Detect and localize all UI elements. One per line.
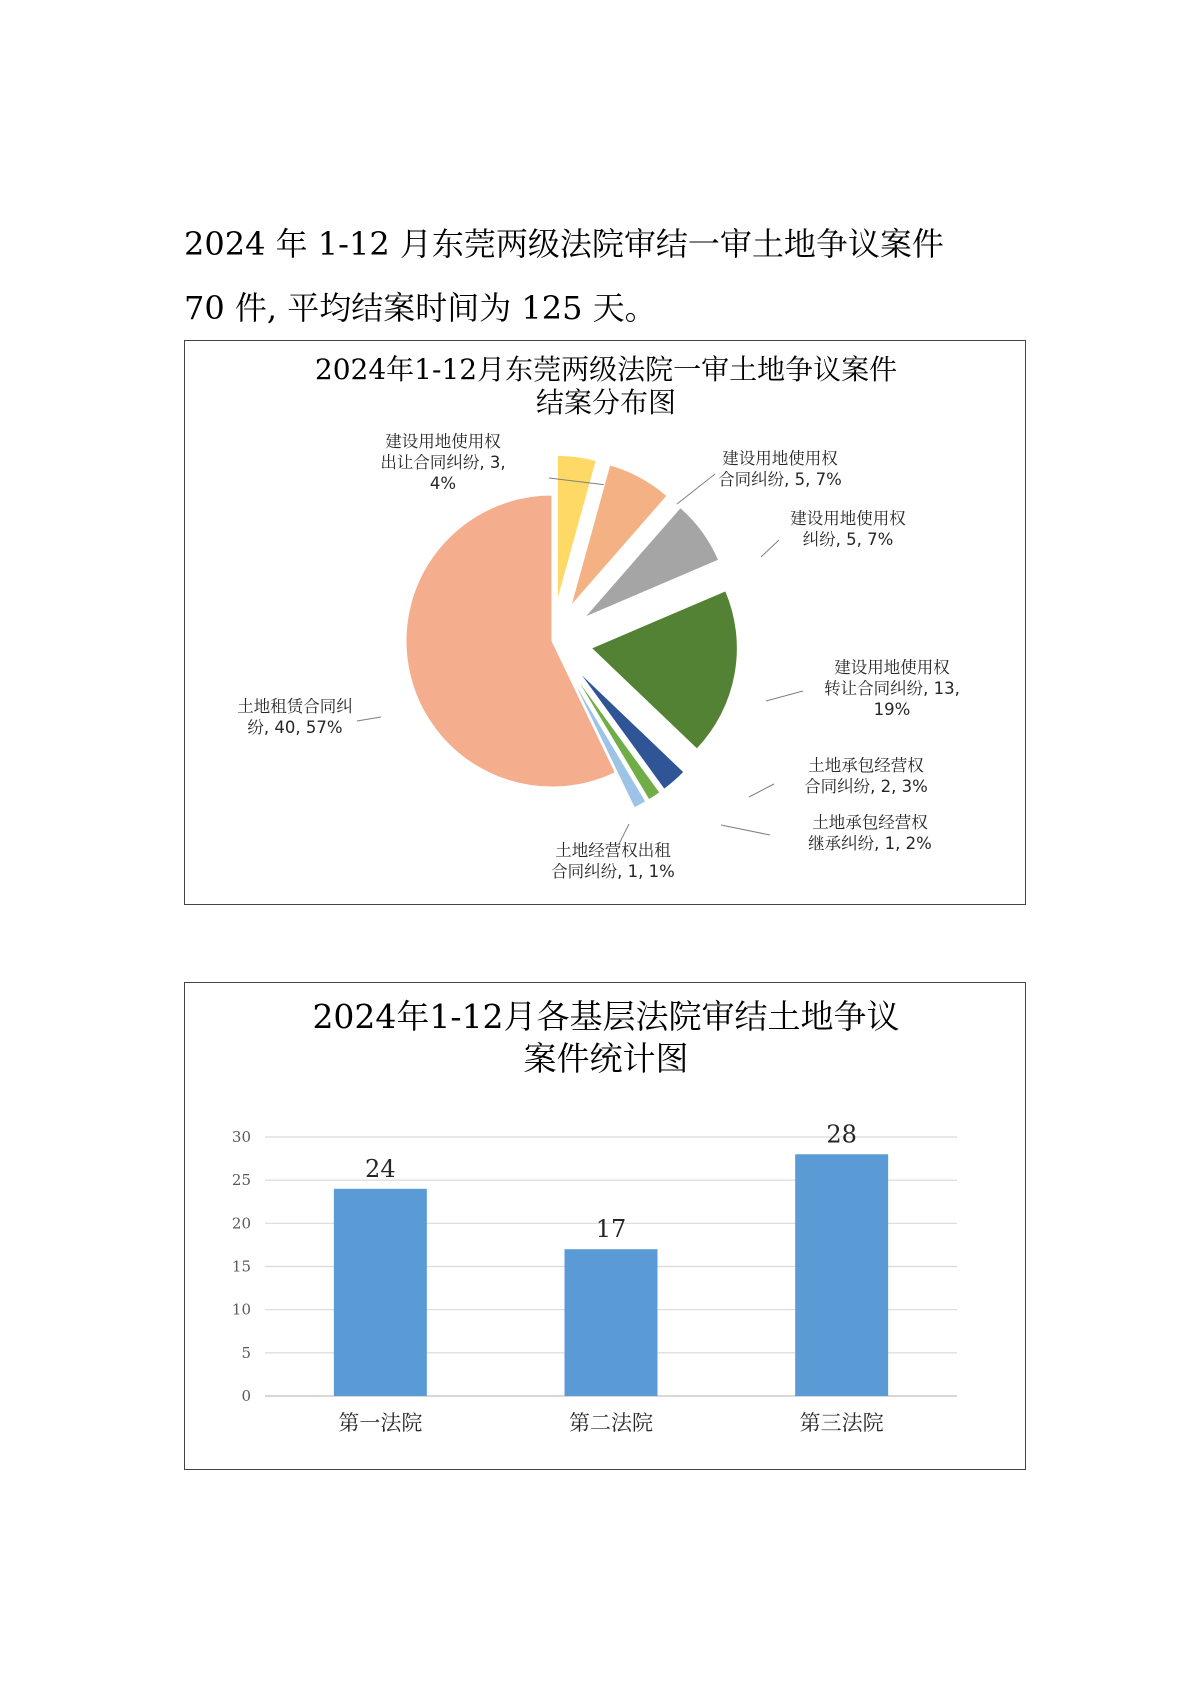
bar-value-label: 24	[365, 1154, 396, 1183]
pie-title-line: 结案分布图	[535, 386, 677, 419]
x-category-label: 第二法院	[569, 1411, 653, 1435]
pie-leader-line	[357, 717, 381, 721]
pie-chart-panel	[184, 340, 1026, 905]
pie-slice-label: 土地经营权出租合同纠纷, 1, 1%	[551, 841, 675, 881]
y-tick-label: 20	[231, 1214, 251, 1233]
bar-value-label: 17	[595, 1215, 627, 1244]
pie-title-line: 2024年1-12月东莞两级法院一审土地争议案件	[314, 353, 898, 386]
pie-slice	[591, 591, 737, 749]
intro-line-1: 2024 年 1-12 月东莞两级法院审结一审土地争议案件	[184, 225, 944, 263]
bar-value-label: 28	[826, 1120, 857, 1149]
y-tick-label: 5	[241, 1343, 251, 1362]
y-tick-label: 15	[231, 1257, 251, 1276]
bar-title-line: 案件统计图	[523, 1039, 689, 1078]
pie-slice-label: 土地租赁合同纠纷, 40, 57%	[237, 697, 353, 737]
pie-slice-label: 建设用地使用权合同纠纷, 5, 7%	[718, 449, 842, 489]
y-tick-label: 0	[241, 1387, 251, 1405]
bar-chart-panel	[184, 982, 1026, 1470]
bar-chart	[185, 983, 1027, 1471]
bar	[565, 1249, 658, 1396]
y-tick-label: 30	[231, 1128, 251, 1146]
x-category-label: 第一法院	[338, 1411, 423, 1435]
intro-text	[184, 212, 1044, 340]
pie-leader-line	[766, 691, 803, 701]
x-category-label: 第三法院	[799, 1411, 884, 1435]
y-tick-label: 25	[231, 1171, 251, 1190]
pie-slice-label: 建设用地使用权出让合同纠纷, 3, 4%	[380, 432, 506, 493]
pie-leader-line	[677, 474, 715, 504]
intro-line-2: 70 件, 平均结案时间为 125 天。	[184, 289, 657, 327]
bar	[795, 1154, 888, 1396]
y-tick-label: 10	[231, 1300, 251, 1319]
pie-chart	[185, 341, 1027, 906]
pie-slice	[406, 495, 615, 787]
bar	[334, 1189, 427, 1396]
pie-leader-line	[761, 540, 779, 557]
pie-leader-line	[721, 825, 770, 835]
pie-slice-label: 土地承包经营权合同纠纷, 2, 3%	[804, 756, 928, 796]
pie-leader-line	[749, 784, 774, 797]
pie-slice-label: 建设用地使用权纠纷, 5, 7%	[790, 509, 906, 549]
bar-title-line: 2024年1-12月各基层法院审结土地争议	[312, 997, 900, 1036]
pie-slice-label: 土地承包经营权继承纠纷, 1, 2%	[808, 813, 932, 853]
pie-slice-label: 建设用地使用权转让合同纠纷, 13, 19%	[824, 658, 960, 719]
